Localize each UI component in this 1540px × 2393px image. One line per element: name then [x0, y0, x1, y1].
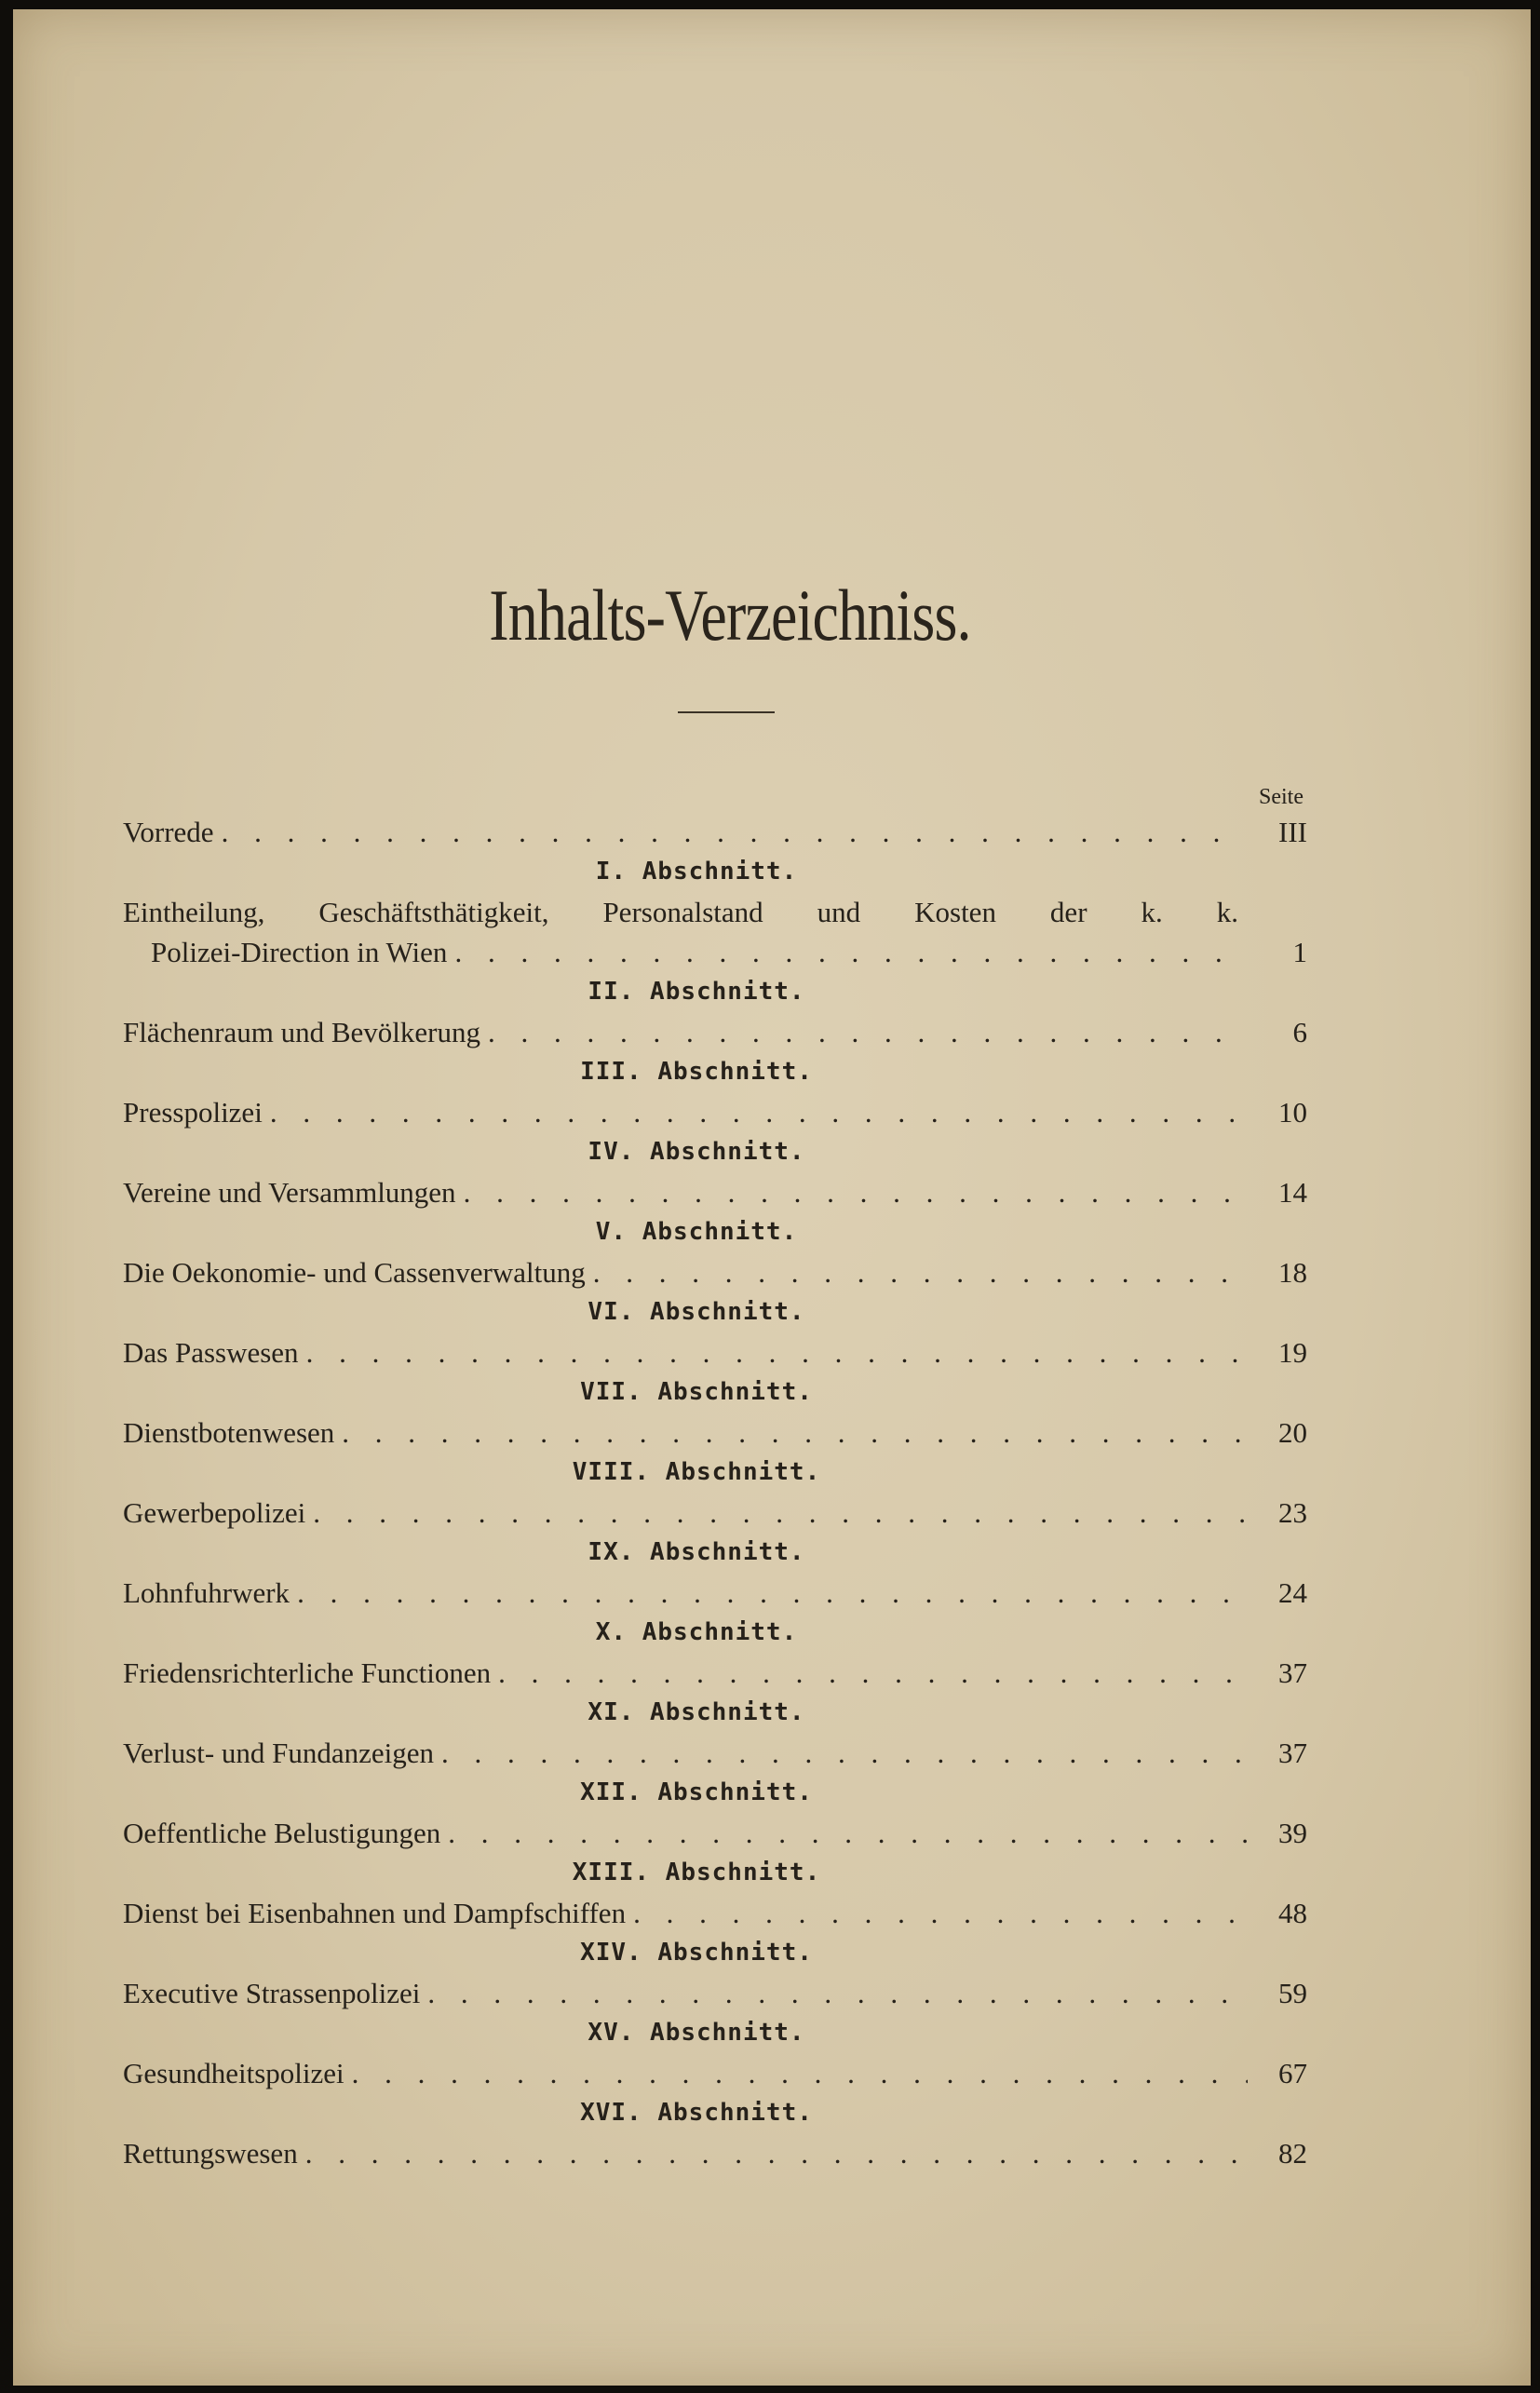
dot-leader — [464, 1172, 1248, 1212]
dot-leader — [270, 1092, 1248, 1132]
section-heading: III. Abschnitt. — [580, 1058, 813, 1086]
toc-entry-label: Polizei-Direction in Wien — [151, 936, 448, 968]
toc-page-number: 1 — [1292, 936, 1307, 968]
toc-entry-label: Lohnfuhrwerk — [123, 1576, 290, 1609]
dot-leader — [352, 2053, 1248, 2093]
toc-entry — [123, 1413, 1307, 1453]
toc-page-number: 67 — [1278, 2057, 1307, 2089]
dot-leader — [593, 1252, 1248, 1292]
toc-page-number: 19 — [1278, 1336, 1307, 1369]
toc-entry — [123, 1172, 1307, 1212]
dot-leader — [313, 1493, 1248, 1533]
toc-entry — [123, 1012, 1307, 1052]
toc-entry-label: Presspolizei — [123, 1096, 263, 1129]
toc-entry-label: Friedensrichterliche Functionen — [123, 1656, 492, 1689]
toc-page-number: 14 — [1278, 1176, 1307, 1209]
section-heading: V. Abschnitt. — [595, 1218, 798, 1246]
toc-entry — [123, 1573, 1307, 1613]
section-heading: XI. Abschnitt. — [588, 1698, 805, 1726]
toc-entry — [123, 812, 1307, 852]
toc-entry-label: Gesundheitspolizei — [123, 2057, 344, 2089]
section-heading: IV. Abschnitt. — [588, 1138, 805, 1166]
toc-entry-label: Die Oekonomie- und Cassenverwaltung — [123, 1256, 586, 1289]
section-heading: XV. Abschnitt. — [588, 2019, 805, 2047]
section-heading: XVI. Abschnitt. — [580, 2099, 813, 2127]
toc-entry-line: Eintheilung, Geschäftsthätigkeit, Personalstand und Kosten der k. k. — [123, 896, 1238, 928]
toc-entry — [123, 2133, 1307, 2173]
toc-entry-label: Verlust- und Fundanzeigen — [123, 1737, 435, 1769]
section-heading: X. Abschnitt. — [595, 1618, 798, 1646]
toc-entry — [123, 1092, 1307, 1132]
toc-entry — [123, 1252, 1307, 1292]
toc-page-number: 20 — [1278, 1416, 1307, 1449]
toc-entry-label: Executive Strassenpolizei — [123, 1977, 421, 2009]
seite-column-label: Seite — [1259, 785, 1304, 809]
section-heading: II. Abschnitt. — [588, 978, 805, 1006]
section-heading: VI. Abschnitt. — [588, 1298, 805, 1326]
toc-page-number: 18 — [1278, 1256, 1307, 1289]
toc-page-number: 59 — [1278, 1977, 1307, 2009]
book-page — [13, 9, 1531, 2386]
toc-entry-label: Flächenraum und Bevölkerung — [123, 1016, 480, 1048]
dot-leader — [448, 1813, 1248, 1853]
toc-entry-label: Dienstbotenwesen — [123, 1416, 335, 1449]
toc-page-number: III — [1278, 816, 1307, 848]
table-of-contents — [123, 782, 1307, 2173]
toc-rows — [123, 812, 1307, 2173]
toc-entry — [123, 1973, 1307, 2013]
section-heading: XII. Abschnitt. — [580, 1778, 813, 1806]
toc-entry-label: Vereine und Versammlungen — [123, 1176, 456, 1209]
toc-page-number: 39 — [1278, 1817, 1307, 1849]
toc-entry-label: Oeffentliche Belustigungen — [123, 1817, 441, 1849]
section-heading: XIII. Abschnitt. — [572, 1859, 821, 1886]
toc-entry — [123, 1653, 1307, 1693]
toc-page-number: 37 — [1278, 1737, 1307, 1769]
toc-entry — [123, 1813, 1307, 1853]
dot-leader — [498, 1653, 1248, 1693]
toc-entry-label: Rettungswesen — [123, 2137, 298, 2170]
toc-page-number: 48 — [1278, 1897, 1307, 1929]
toc-page-number: 37 — [1278, 1656, 1307, 1689]
toc-entry-label: Das Passwesen — [123, 1336, 299, 1369]
toc-page-number: 10 — [1278, 1096, 1307, 1129]
toc-entry — [123, 1493, 1307, 1533]
toc-entry-label: Dienst bei Eisenbahnen und Dampfschiffen — [123, 1897, 627, 1929]
toc-page-number: 23 — [1278, 1496, 1307, 1529]
toc-entry-label: Gewerbepolizei — [123, 1496, 306, 1529]
title-rule — [678, 711, 775, 713]
toc-entry — [123, 1733, 1307, 1773]
toc-page-number: 6 — [1292, 1016, 1307, 1048]
dot-leader — [342, 1413, 1248, 1453]
section-heading: XIV. Abschnitt. — [580, 1939, 813, 1967]
page-title: Inhalts-Verzeichniss. — [489, 575, 971, 656]
section-heading: VIII. Abschnitt. — [572, 1458, 821, 1486]
dot-leader — [305, 2133, 1248, 2173]
dot-leader — [306, 1332, 1248, 1372]
toc-entry — [123, 932, 1307, 972]
toc-entry-label: Vorrede — [123, 816, 214, 848]
toc-page-number: 82 — [1278, 2137, 1307, 2170]
dot-leader — [427, 1973, 1248, 2013]
section-heading: I. Abschnitt. — [595, 858, 798, 886]
toc-entry — [123, 1893, 1307, 1933]
dot-leader — [222, 812, 1248, 852]
dot-leader — [488, 1012, 1248, 1052]
dot-leader — [441, 1733, 1248, 1773]
toc-entry — [123, 2053, 1307, 2093]
dot-leader — [454, 932, 1248, 972]
section-heading: VII. Abschnitt. — [580, 1378, 813, 1406]
toc-page-number: 24 — [1278, 1576, 1307, 1609]
section-heading: IX. Abschnitt. — [588, 1538, 805, 1566]
toc-entry — [123, 1332, 1307, 1372]
dot-leader — [297, 1573, 1248, 1613]
dot-leader — [633, 1893, 1248, 1933]
